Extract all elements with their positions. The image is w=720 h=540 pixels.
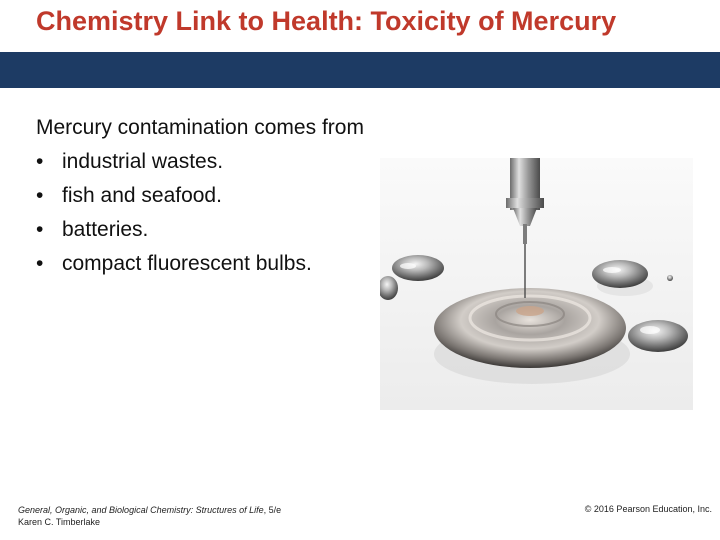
bullet-list xyxy=(36,145,364,281)
intro-text: Mercury contamination comes from xyxy=(36,116,364,139)
slide-title: Chemistry Link to Health: Toxicity of Mercury xyxy=(36,6,617,36)
book-author: Karen C. Timberlake xyxy=(18,517,101,527)
header-bar xyxy=(0,52,720,88)
list-item: • batteries. xyxy=(36,218,149,241)
book-title: General, Organic, and Biological Chemistry: Structures of Life xyxy=(18,505,264,515)
book-edition: , 5/e xyxy=(263,505,282,515)
list-item: • industrial wastes. xyxy=(36,150,224,173)
slide-body xyxy=(36,111,364,281)
footer-citation xyxy=(18,504,281,528)
mercury-droplets-photo xyxy=(380,158,693,410)
list-item: • fish and seafood. xyxy=(36,184,222,207)
footer-copyright: © 2016 Pearson Education, Inc. xyxy=(584,504,712,514)
list-item: • compact fluorescent bulbs. xyxy=(36,252,312,275)
